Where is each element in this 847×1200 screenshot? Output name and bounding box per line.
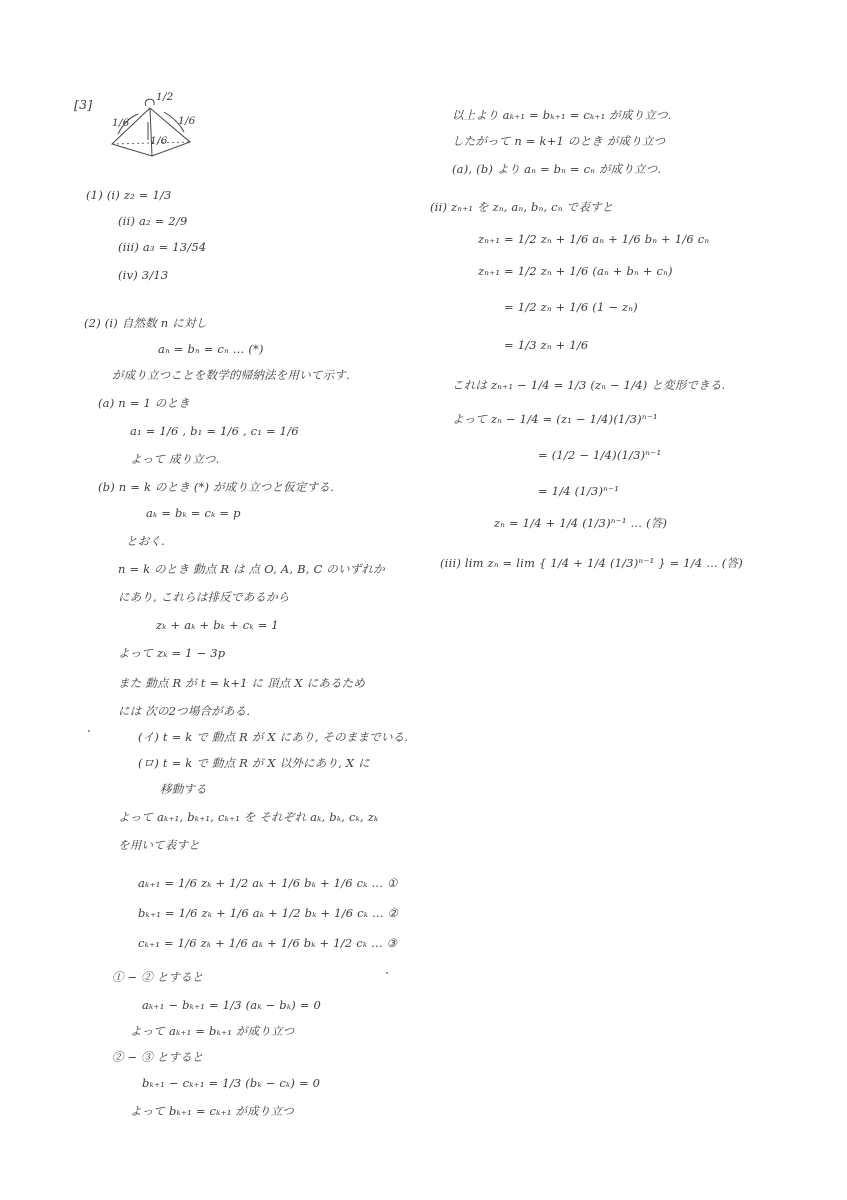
- left-line-12: aₖ = bₖ = cₖ = p: [146, 506, 241, 520]
- right-line-4: (ii) zₙ₊₁ を zₙ, aₙ, bₙ, cₙ で表すと: [430, 200, 614, 214]
- left-line-2: (ii) a₂ = 2/9: [118, 214, 188, 228]
- left-line-8: (a) n = 1 のとき: [98, 396, 190, 410]
- left-line-5: (2) (i) 自然数 n に対し: [84, 316, 208, 330]
- stray-mark: [386, 972, 388, 974]
- right-line-9: これは zₙ₊₁ − 1/4 = 1/3 (zₙ − 1/4) と変形できる.: [452, 378, 726, 392]
- left-line-31: ② − ③ とすると: [112, 1050, 204, 1064]
- left-line-28: ① − ② とすると: [112, 970, 204, 984]
- problem-label: [3]: [74, 97, 93, 112]
- stray-mark: [88, 730, 90, 732]
- left-line-9: a₁ = 1/6 , b₁ = 1/6 , c₁ = 1/6: [130, 424, 299, 438]
- right-line-11: = (1/2 − 1/4)(1/3)ⁿ⁻¹: [538, 448, 662, 462]
- left-line-16: zₖ + aₖ + bₖ + cₖ = 1: [156, 618, 279, 632]
- left-line-13: とおく.: [126, 534, 165, 548]
- left-line-15: にあり, これらは排反であるから: [118, 590, 290, 604]
- left-line-29: aₖ₊₁ − bₖ₊₁ = 1/3 (aₖ − bₖ) = 0: [142, 998, 322, 1012]
- left-line-27: cₖ₊₁ = 1/6 zₖ + 1/6 aₖ + 1/6 bₖ + 1/2 cₖ … ③: [138, 936, 398, 950]
- left-line-18: また 動点 R が t = k+1 に 頂点 X にあるため: [118, 676, 366, 690]
- right-line-5: zₙ₊₁ = 1/2 zₙ + 1/6 aₙ + 1/6 bₙ + 1/6 cₙ: [478, 232, 710, 246]
- right-line-12: = 1/4 (1/3)ⁿ⁻¹: [538, 484, 620, 498]
- right-line-7: = 1/2 zₙ + 1/6 (1 − zₙ): [504, 300, 638, 314]
- left-line-32: bₖ₊₁ − cₖ₊₁ = 1/3 (bₖ − cₖ) = 0: [142, 1076, 321, 1090]
- left-line-22: 移動する: [160, 782, 207, 796]
- left-line-1: (1) (i) z₂ = 1/3: [86, 188, 172, 202]
- right-line-8: = 1/3 zₙ + 1/6: [504, 338, 589, 352]
- left-line-4: (iv) 3/13: [118, 268, 169, 282]
- diagram-label-top: 1/2: [156, 91, 174, 103]
- left-line-11: (b) n = k のとき (*) が成り立つと仮定する.: [98, 480, 334, 494]
- left-line-21: (ロ) t = k で 動点 R が X 以外にあり, X に: [138, 756, 370, 770]
- left-line-20: (イ) t = k で 動点 R が X にあり, そのままでいる.: [138, 730, 409, 744]
- left-line-6: aₙ = bₙ = cₙ … (*): [158, 342, 264, 356]
- right-line-2: したがって n = k+1 のとき が成り立つ: [452, 134, 666, 148]
- right-line-10: よって zₙ − 1/4 = (z₁ − 1/4)(1/3)ⁿ⁻¹: [452, 412, 658, 426]
- left-line-25: aₖ₊₁ = 1/6 zₖ + 1/2 aₖ + 1/6 bₖ + 1/6 cₖ … ①: [138, 876, 398, 890]
- left-line-7: が成り立つことを数学的帰納法を用いて示す.: [112, 368, 350, 382]
- diagram-label-right: 1/6: [178, 115, 196, 127]
- right-line-3: (a), (b) より aₙ = bₙ = cₙ が成り立つ.: [452, 162, 662, 176]
- left-line-10: よって 成り立つ.: [130, 452, 220, 466]
- left-line-26: bₖ₊₁ = 1/6 zₖ + 1/6 aₖ + 1/2 bₖ + 1/6 cₖ … ②: [138, 906, 399, 920]
- tetrahedron-diagram: [108, 96, 198, 166]
- left-line-24: を用いて表すと: [118, 838, 200, 852]
- right-line-6: zₙ₊₁ = 1/2 zₙ + 1/6 (aₙ + bₙ + cₙ): [478, 264, 673, 278]
- left-line-14: n = k のとき 動点 R は 点 O, A, B, C のいずれか: [118, 562, 385, 576]
- left-line-33: よって bₖ₊₁ = cₖ₊₁ が成り立つ: [130, 1104, 295, 1118]
- right-line-1: 以上より aₖ₊₁ = bₖ₊₁ = cₖ₊₁ が成り立つ.: [452, 108, 672, 122]
- left-line-30: よって aₖ₊₁ = bₖ₊₁ が成り立つ: [130, 1024, 295, 1038]
- diagram-label-center: 1/6: [150, 135, 168, 147]
- left-line-23: よって aₖ₊₁, bₖ₊₁, cₖ₊₁ を それぞれ aₖ, bₖ, cₖ, zₖ: [118, 810, 379, 824]
- diagram-label-left: 1/6: [112, 117, 130, 129]
- left-line-17: よって zₖ = 1 − 3p: [118, 646, 226, 660]
- left-line-19: には 次の2つ場合がある.: [118, 704, 251, 718]
- left-line-3: (iii) a₃ = 13/54: [118, 240, 207, 254]
- right-line-14: (iii) lim zₙ = lim { 1/4 + 1/4 (1/3)ⁿ⁻¹ } = 1/4 … (答): [440, 556, 743, 570]
- right-line-13: zₙ = 1/4 + 1/4 (1/3)ⁿ⁻¹ … (答): [494, 516, 668, 530]
